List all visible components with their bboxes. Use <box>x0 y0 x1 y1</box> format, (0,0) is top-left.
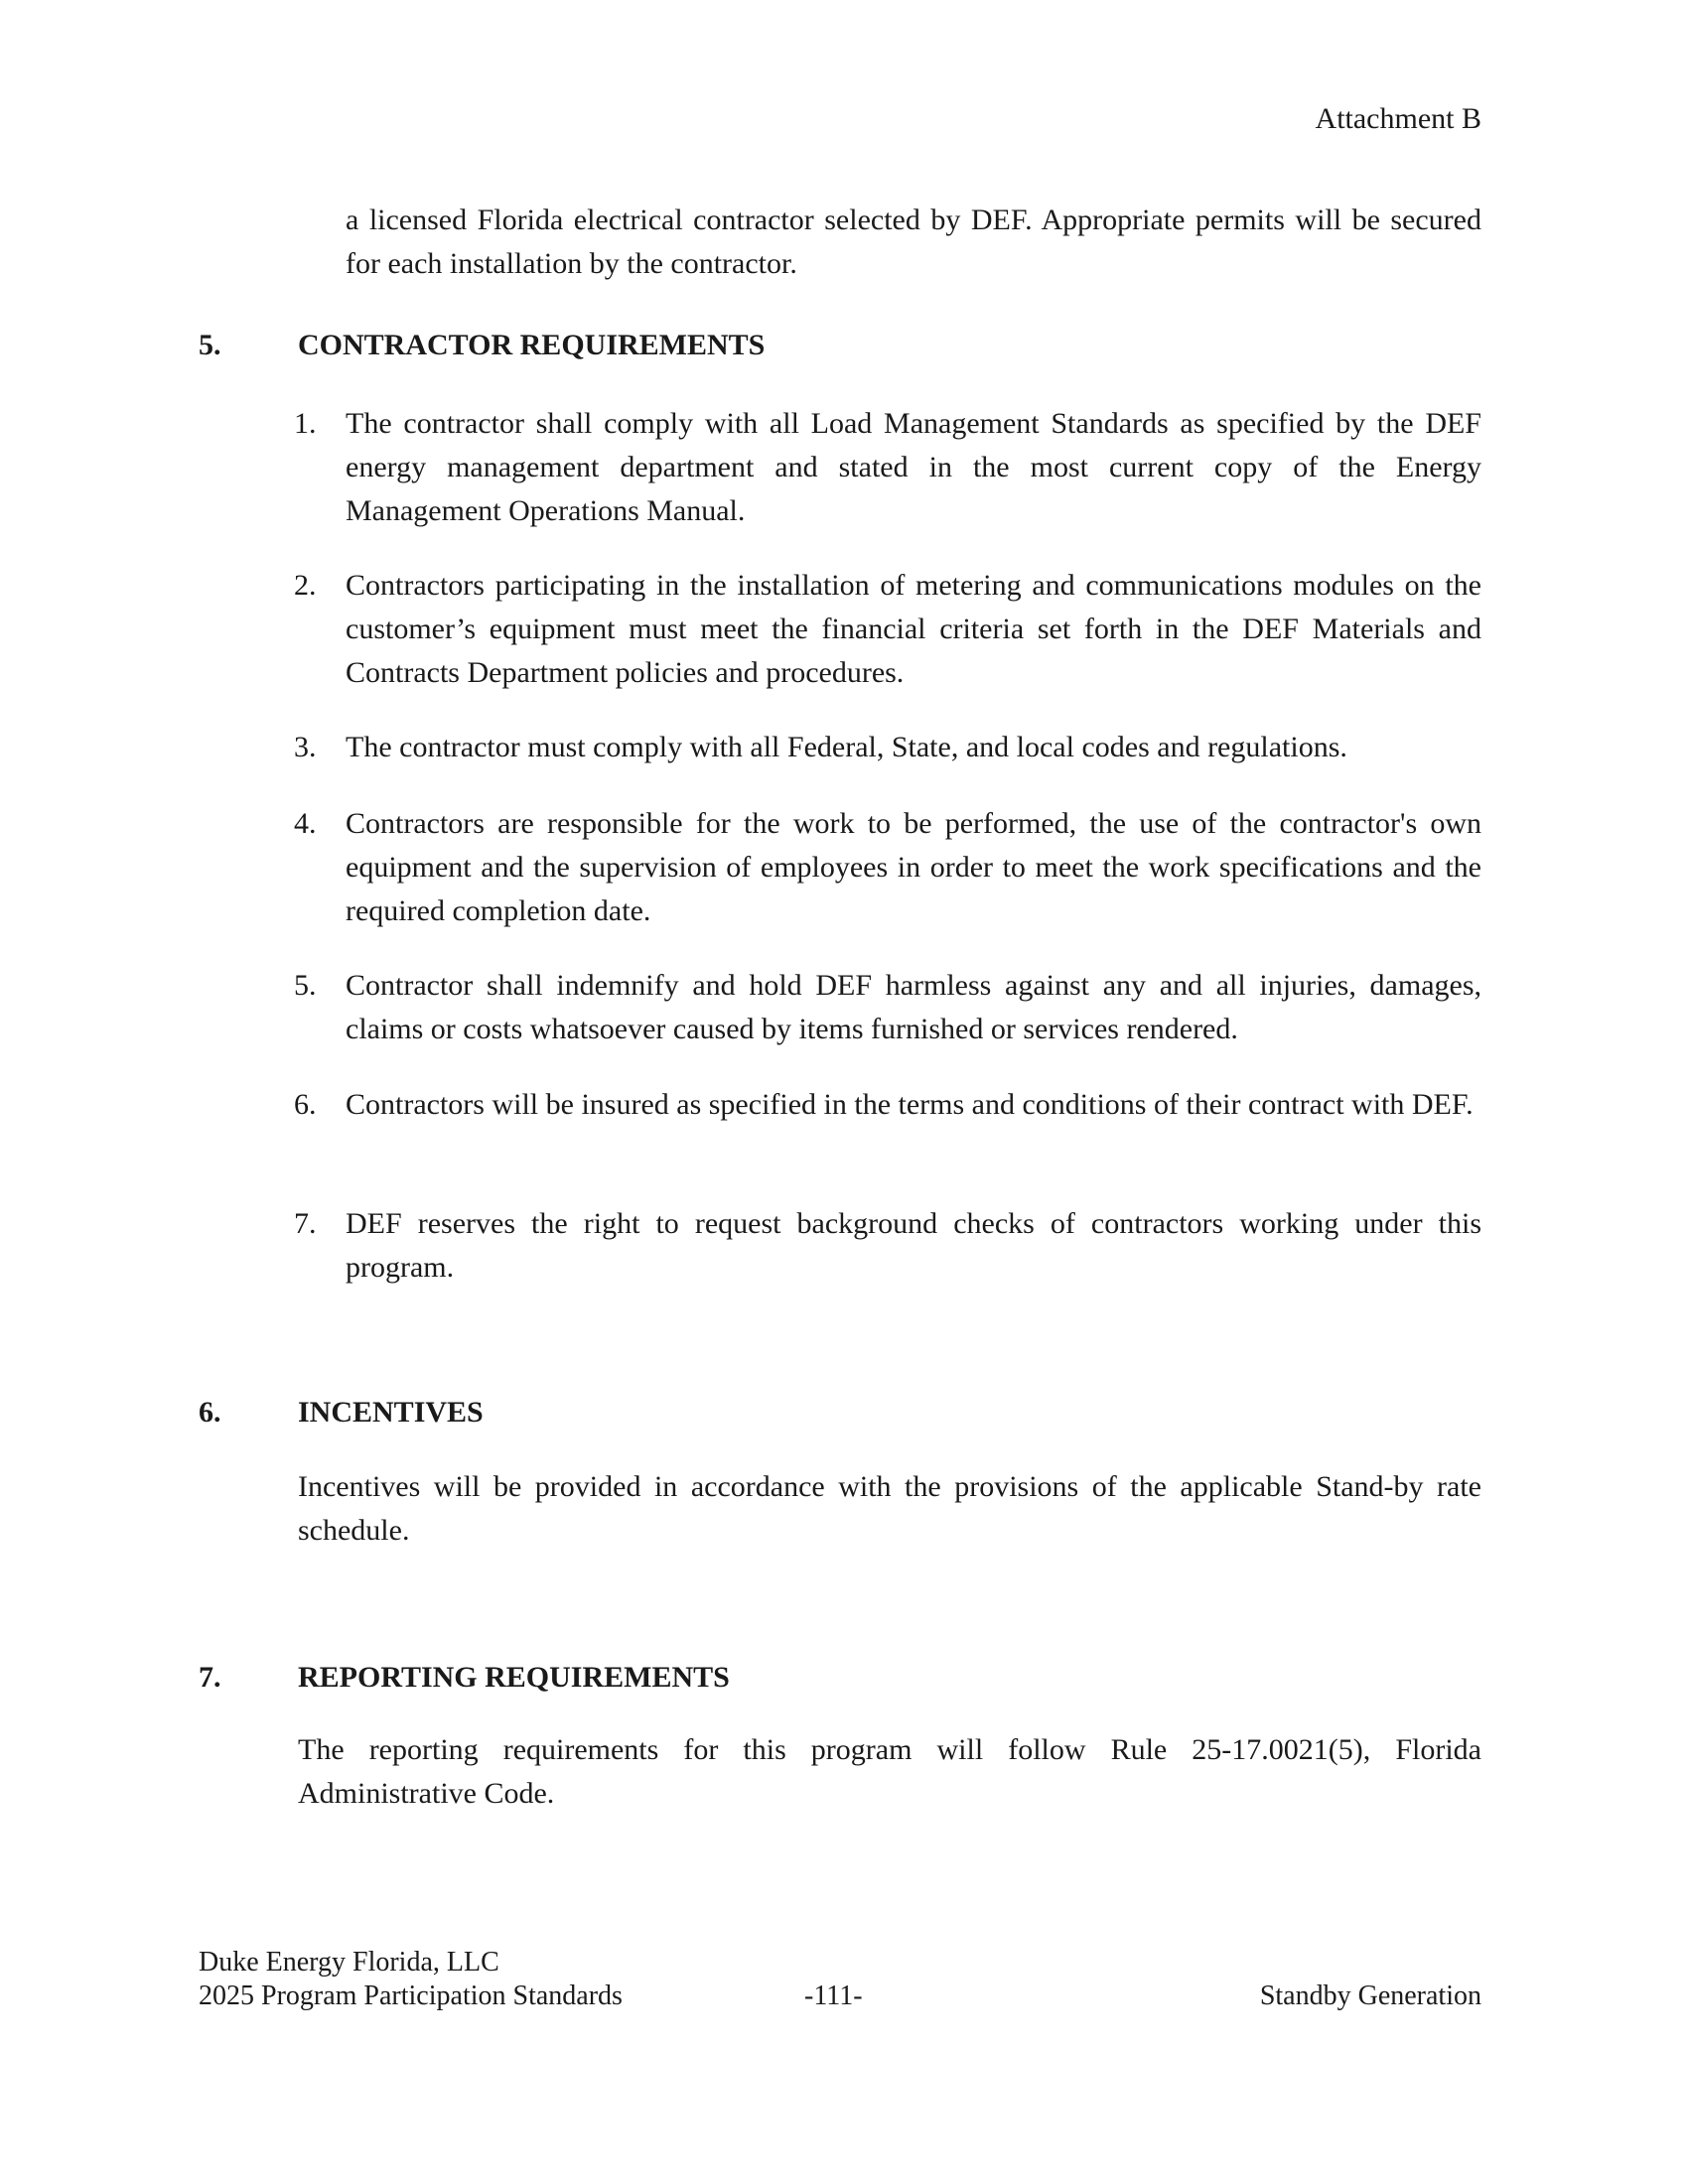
list-item-text: Contractors are responsible for the work to be performed, the use of the contractor's own equipment and the supervision of employees in order to meet the work specifications and the required completion date. <box>346 807 1481 927</box>
list-item-text: Contractors participating in the installation of metering and communications modules on the customer’s equipment must meet the financial criteria set forth in the DEF Materials and Contracts Department policies and procedures. <box>346 569 1481 689</box>
list-item-number: 2. <box>294 569 317 602</box>
continuation-paragraph: a licensed Florida electrical contractor selected by DEF. Appropriate permits will be secured for each installation by the contractor. <box>346 204 1481 280</box>
footer-company: Duke Energy Florida, LLC <box>199 1947 499 1978</box>
list-item-number: 1. <box>294 407 317 440</box>
section-number: 6. <box>199 1396 221 1429</box>
list-item-number: 4. <box>294 807 317 840</box>
list-item-text: Contractors will be insured as specified in the terms and conditions of their contract with DEF. <box>346 1088 1474 1121</box>
list-item <box>294 402 1481 533</box>
list-item <box>294 802 1481 933</box>
footer-standards: 2025 Program Participation Standards <box>199 1980 623 2011</box>
list-item-number: 5. <box>294 969 317 1002</box>
section-body: Incentives will be provided in accordance with the provisions of the applicable Stand-by rate schedule. <box>298 1470 1481 1547</box>
list-item-text: The contractor shall comply with all Load Management Standards as specified by the DEF energy management department and stated in the most current copy of the Energy Management Operations Manual. <box>346 407 1481 527</box>
list-item-number: 3. <box>294 731 317 763</box>
list-item <box>294 1083 1481 1127</box>
list-item-number: 7. <box>294 1207 317 1240</box>
footer-program: Standby Generation <box>1259 1980 1481 2011</box>
list-item <box>294 1202 1481 1290</box>
section-body: The reporting requirements for this program will follow Rule 25-17.0021(5), Florida Administrative Code. <box>298 1733 1481 1810</box>
section-number: 7. <box>199 1661 221 1694</box>
section-title: CONTRACTOR REQUIREMENTS <box>298 329 766 361</box>
section-title: INCENTIVES <box>298 1396 484 1429</box>
list-item <box>294 726 1481 769</box>
section-title: REPORTING REQUIREMENTS <box>298 1661 730 1694</box>
list-item-text: DEF reserves the right to request background checks of contractors working under this program. <box>346 1207 1481 1284</box>
list-item <box>294 964 1481 1051</box>
list-item-number: 6. <box>294 1088 317 1121</box>
attachment-label: Attachment B <box>1315 102 1481 135</box>
list-item <box>294 564 1481 695</box>
list-item-text: Contractor shall indemnify and hold DEF harmless against any and all injuries, damages, claims or costs whatsoever caused by items furnished or services rendered. <box>346 969 1481 1045</box>
list-item-text: The contractor must comply with all Federal, State, and local codes and regulations. <box>346 731 1347 763</box>
page-number: -111- <box>804 1980 863 2011</box>
section-number: 5. <box>199 329 221 361</box>
